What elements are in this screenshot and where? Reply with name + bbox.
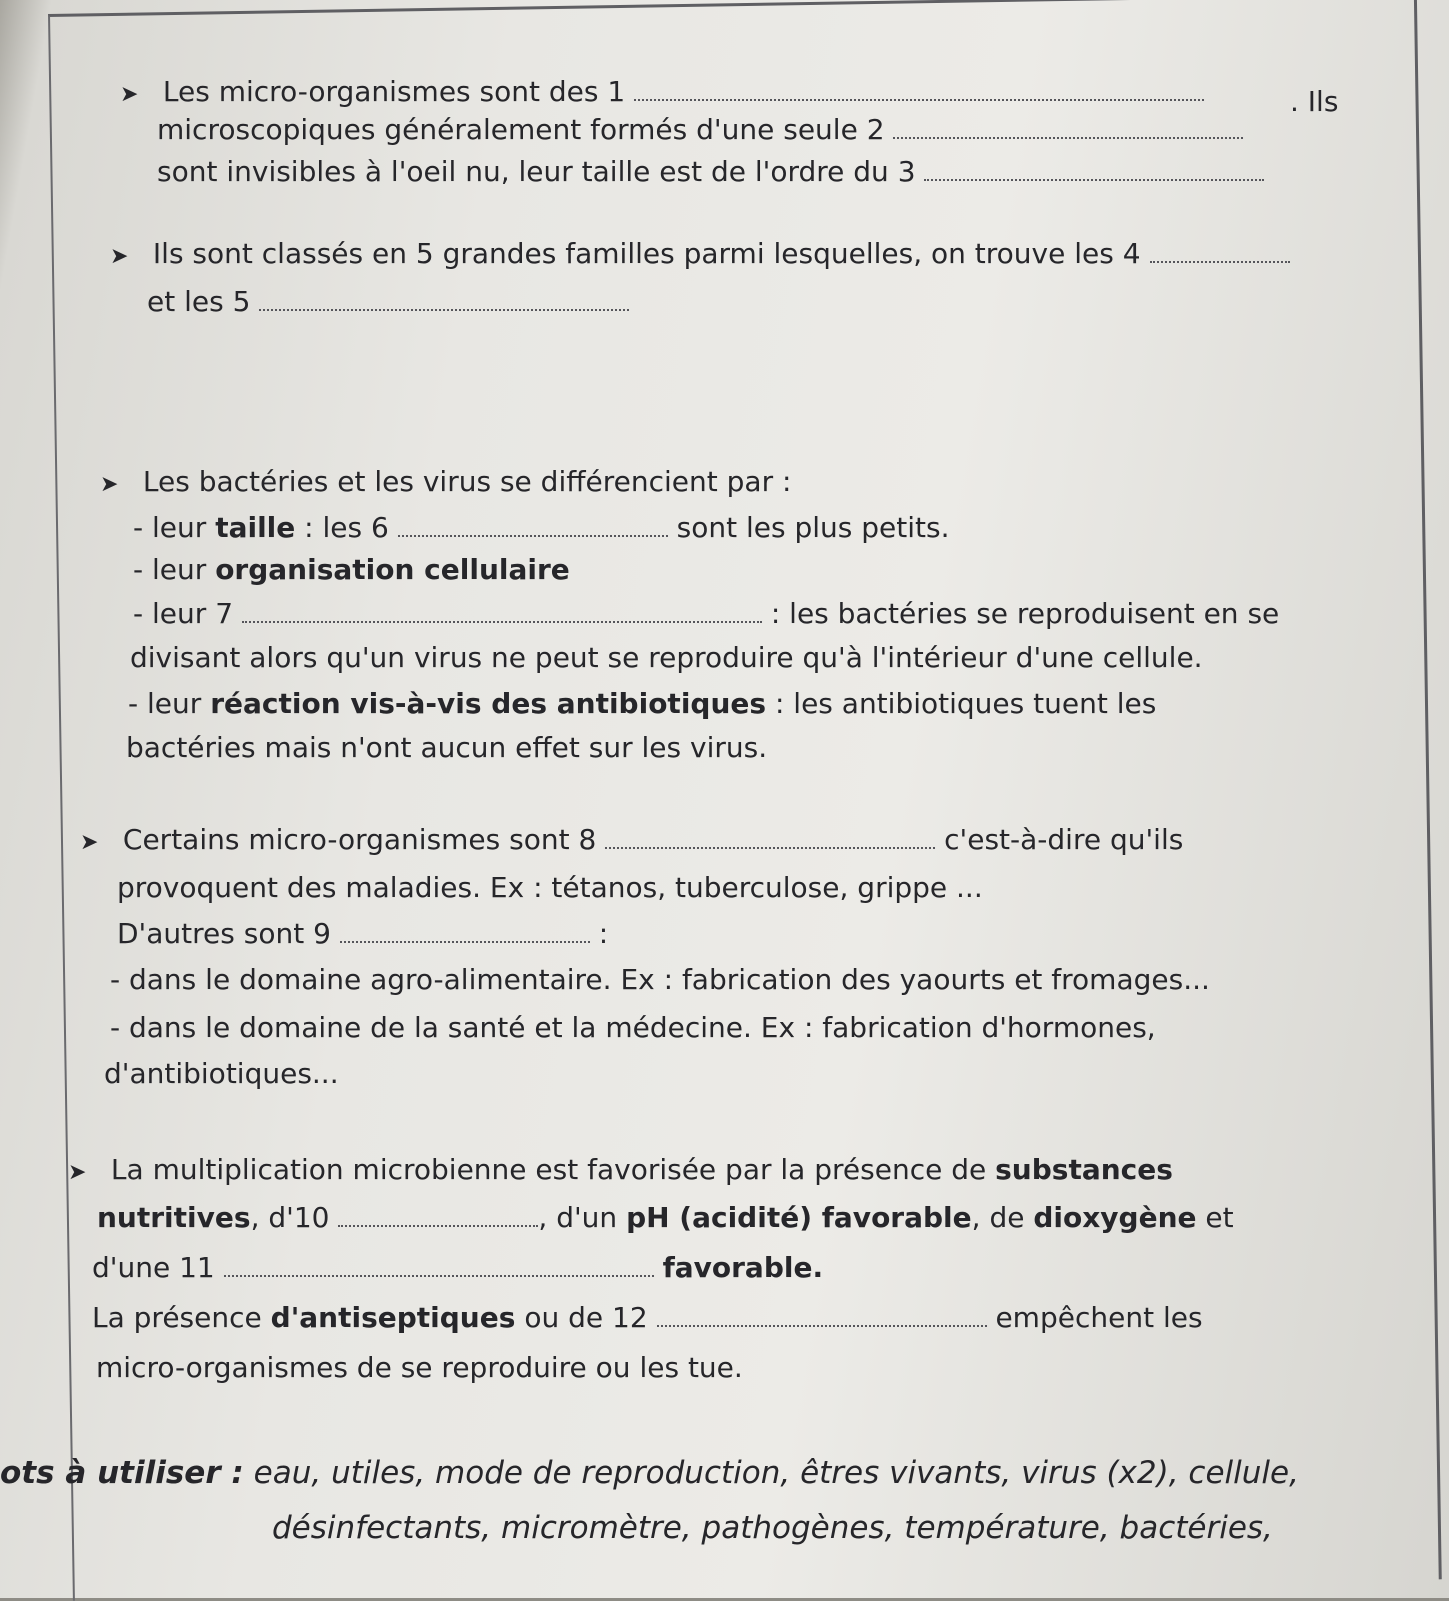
arrowhead-bullet-icon: ➤ xyxy=(68,1160,87,1185)
arrowhead-bullet-icon: ➤ xyxy=(110,244,129,269)
blank-8[interactable] xyxy=(605,825,935,849)
blank-6[interactable] xyxy=(398,513,668,537)
s5-line3: d'une 11 favorable. xyxy=(92,1251,824,1284)
s2-line1: ➤ Ils sont classés en 5 grandes familles parmi lesquelles, on trouve les 4 xyxy=(110,236,1290,275)
s4-line1: ➤ Certains micro-organismes sont 8 c'est-à-dire qu'ils xyxy=(80,822,1183,861)
arrowhead-bullet-icon: ➤ xyxy=(80,830,99,855)
blank-9[interactable] xyxy=(340,919,590,943)
s5-line5: micro-organismes de se reproduire ou les tue. xyxy=(96,1351,743,1384)
word-bank-label: ots à utiliser : xyxy=(0,1455,244,1491)
blank-7[interactable] xyxy=(242,599,762,623)
s1-line1: ➤ Les micro-organismes sont des 1 xyxy=(120,74,1204,113)
blank-3[interactable] xyxy=(924,157,1264,181)
s1-line3: sont invisibles à l'oeil nu, leur taille est de l'ordre du 3 xyxy=(157,154,1264,190)
s3-reac2: bactéries mais n'ont aucun effet sur les virus. xyxy=(126,731,768,764)
s4-line5: - dans le domaine de la santé et la médecine. Ex : fabrication d'hormones, xyxy=(110,1011,1156,1044)
blank-4[interactable] xyxy=(1150,239,1290,263)
word-bank-line1: ots à utiliser : eau, utiles, mode de reproduction, êtres vivants, virus (x2), cellule, xyxy=(0,1455,1299,1491)
arrowhead-bullet-icon: ➤ xyxy=(120,82,139,107)
s5-line2: nutritives, d'10 , d'un pH (acidité) favorable, de dioxygène et xyxy=(97,1201,1234,1234)
s2-line2: et les 5 xyxy=(147,284,629,320)
s3-reac: - leur réaction vis-à-vis des antibiotiques : les antibiotiques tuent les xyxy=(128,687,1157,720)
s3-repro2: divisant alors qu'un virus ne peut se reproduire qu'à l'intérieur d'une cellule. xyxy=(130,641,1203,674)
s5-line1: ➤ La multiplication microbienne est favorisée par la présence de substances xyxy=(68,1152,1173,1191)
s4-line2: provoquent des maladies. Ex : tétanos, tuberculose, grippe ... xyxy=(117,871,983,904)
blank-5[interactable] xyxy=(259,287,629,311)
blank-12[interactable] xyxy=(657,1303,987,1327)
blank-10[interactable] xyxy=(338,1203,538,1227)
s3-repro: - leur 7 : les bactéries se reproduisent en se xyxy=(133,597,1280,630)
arrowhead-bullet-icon: ➤ xyxy=(100,472,119,497)
word-bank-line2: désinfectants, micromètre, pathogènes, température, bactéries, xyxy=(272,1510,1273,1546)
s3-taille: - leur taille : les 6 sont les plus petits. xyxy=(133,511,950,544)
blank-11[interactable] xyxy=(224,1253,654,1277)
s1-line2: microscopiques généralement formés d'une seule 2 xyxy=(157,112,1243,148)
s5-line4: La présence d'antiseptiques ou de 12 empêchent les xyxy=(92,1301,1203,1334)
s1-ils: . Ils xyxy=(1290,85,1339,118)
s4-line4: - dans le domaine agro-alimentaire. Ex : fabrication des yaourts et fromages... xyxy=(110,963,1210,996)
blank-1[interactable] xyxy=(634,77,1204,101)
blank-2[interactable] xyxy=(893,115,1243,139)
s3-title: ➤ Les bactéries et les virus se différencient par : xyxy=(100,464,791,503)
s4-line3: D'autres sont 9 : xyxy=(117,917,609,950)
s4-line6: d'antibiotiques... xyxy=(104,1057,339,1090)
s3-org: - leur organisation cellulaire xyxy=(133,553,570,586)
